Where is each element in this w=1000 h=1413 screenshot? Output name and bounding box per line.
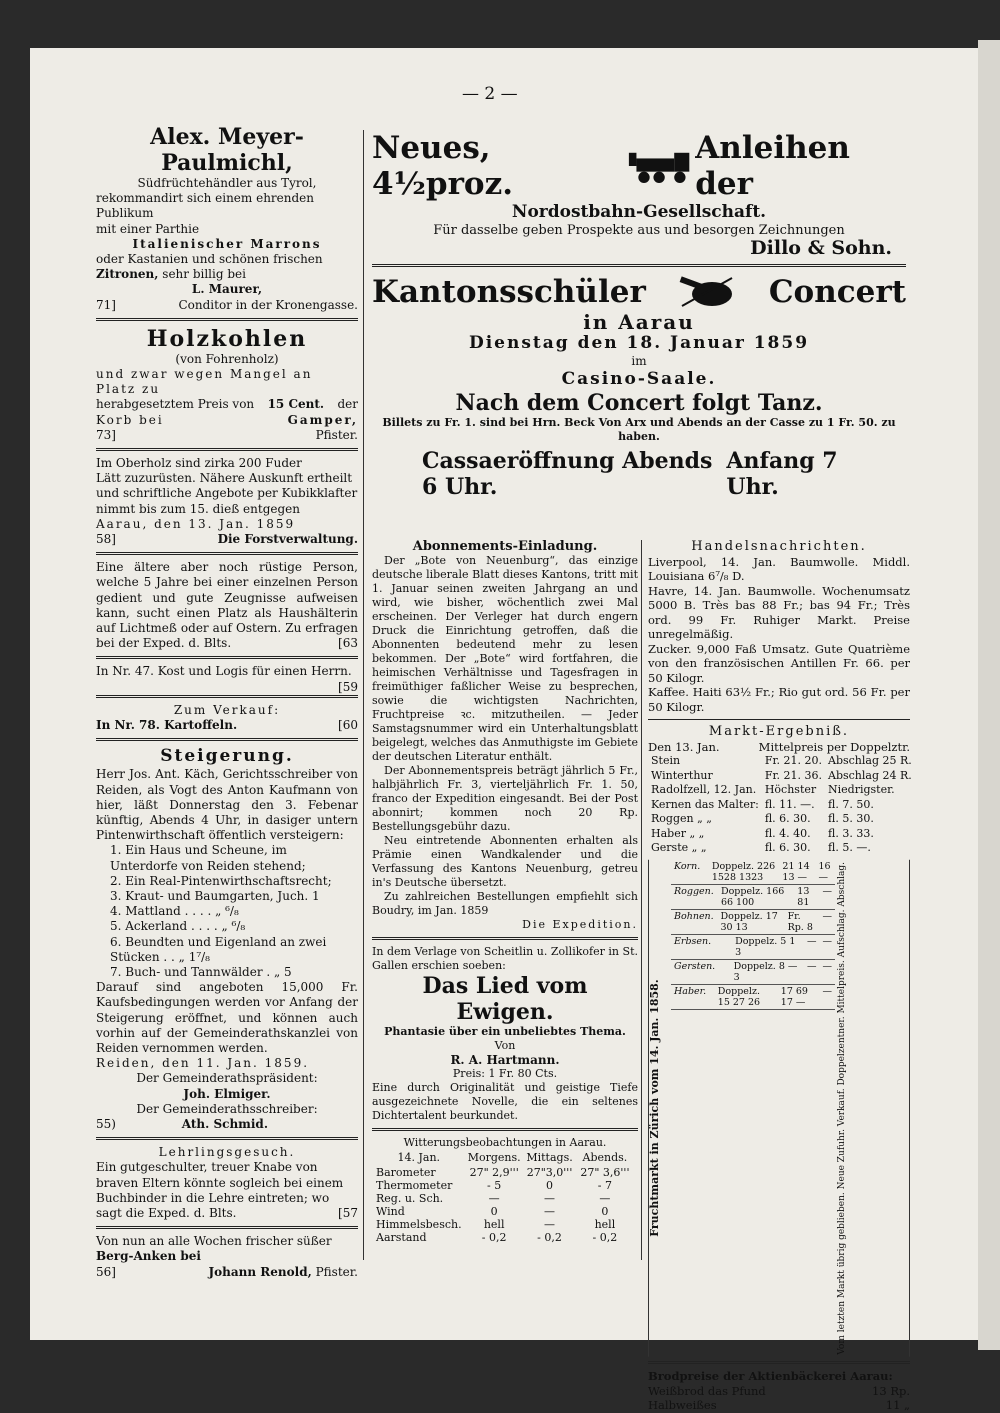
market-cell: fl. 5. —. [828, 841, 871, 854]
ad-lehrling [96, 1145, 358, 1221]
weather-cell: — [488, 1192, 500, 1205]
concert-line: im [631, 354, 647, 369]
market-cell: fl. 4. 40. [764, 826, 811, 840]
ad-line: nimmt bis zum 15. dieß entgegen [96, 501, 300, 516]
middle-left-column [372, 540, 638, 1244]
separator [96, 552, 358, 555]
ad-line: Pfister. [315, 1264, 358, 1279]
table-row [671, 860, 835, 885]
ad-steigerung [96, 746, 358, 1132]
ad-line: Korb bei [96, 412, 164, 427]
loan-title [372, 130, 906, 202]
ad-line: sehr billig bei [162, 267, 246, 282]
fruit-market-cell: 21 14 13 — [782, 860, 810, 883]
fruit-market-cell: — [822, 910, 832, 922]
market-subheading: Mittelpreis per Doppelztr. [758, 739, 910, 754]
auction-item: 1. Ein Haus und Scheune, im Unterdorfe von Reiden stehend; [110, 843, 306, 873]
weather-cell: 0 [601, 1205, 609, 1218]
page-number: — 2 — [462, 84, 518, 104]
loan-signature: Dillo & Sohn. [750, 237, 892, 260]
market-cell: Abschlag 24 R. [828, 768, 912, 782]
weather-col-header: 14. Jan. [397, 1151, 441, 1164]
weather-cell: Wind [376, 1205, 405, 1218]
market-heading: Markt-Ergebniß. [708, 724, 850, 739]
ad-number: 58] [96, 532, 116, 547]
ad-number: 55) [96, 1116, 116, 1131]
market-table [648, 754, 915, 856]
market-cell: fl. 5. 30. [828, 812, 874, 825]
ad-line: Südfrüchtehändler aus Tyrol, [137, 176, 317, 190]
fruit-market-cell: — [807, 960, 817, 972]
trade-text: Liverpool, 14. Jan. Baumwolle. Middl. Louisiana 6⁷/₈ D. [648, 554, 910, 583]
market-cell: fl. 7. 50. [828, 797, 874, 811]
weather-cell: — [599, 1192, 611, 1205]
fruit-market-cell: Gersten. [674, 960, 716, 972]
loan-title-part: Neues, 4½proz. [372, 130, 513, 202]
ad-line: L. Maurer, [191, 282, 263, 297]
weather-cell: Aarstand [376, 1231, 427, 1244]
ad-line: rekommandirt sich einem ehrenden Publikum [96, 191, 314, 221]
book-price: Preis: 1 Fr. 80 Cts. [452, 1067, 558, 1080]
ad-text: Herr Jos. Ant. Käch, Gerichtsschreiber von Reiden, als Vogt des Anton Kaufmann von hier, läßt Donnerstag den 3. Febenar künftig, Abends 4 Uhr, in dasiger untern Pintenwirthschaft öffentlich versteigern: [96, 767, 358, 843]
trade-text: Kaffee. Haiti 63½ Fr.; Rio gut ord. 56 Fr. per 50 Kilogr. [648, 685, 910, 714]
separator [96, 1137, 358, 1140]
auction-item: 5. Ackerland . . . . „ ⁶/₈ [110, 919, 246, 934]
concert-place: in Aarau [583, 310, 695, 335]
ad-heading: Zum Verkauf: [173, 702, 281, 717]
fruit-market-table [648, 860, 910, 1357]
weather-cell: - 7 [597, 1179, 613, 1192]
trade-heading: Handelsnachrichten. [691, 539, 867, 554]
weather-cell: — [544, 1218, 556, 1231]
abo-heading: Abonnements-Einladung. [412, 539, 598, 554]
market-cell: fl. 6. 30. [764, 812, 811, 825]
market-cell: Stein [651, 754, 681, 767]
table-row [671, 910, 835, 935]
table-row [671, 960, 835, 985]
fruit-market-cell: — [807, 935, 817, 947]
ad-signature: Ath. Schmid. [181, 1116, 268, 1131]
fruit-market-cell: Haber. [674, 985, 707, 997]
table-row [648, 798, 915, 813]
table-row [372, 1205, 633, 1218]
table-row [648, 827, 915, 842]
weather-col-header: Abends. [582, 1151, 628, 1164]
market-cell: Höchster [764, 783, 817, 796]
table-row [671, 885, 835, 910]
concert-title-part: Kantonsschüler [372, 274, 646, 311]
bread-price: 11 „ [885, 1398, 910, 1413]
market-cell: fl. 6. 30. [764, 841, 811, 854]
abo-text: Zu zahlreichen Bestellungen empfiehlt sich Boudry, im Jan. 1859 [372, 890, 638, 917]
separator [96, 1226, 358, 1229]
fruit-market-cell: 16 — [818, 860, 831, 883]
fruit-market-cell: — [822, 985, 832, 997]
separator [96, 656, 358, 659]
weather-cell: - 0,2 [481, 1231, 507, 1244]
separator [648, 719, 910, 720]
concert-title [372, 272, 906, 312]
table-row [372, 1179, 633, 1192]
abo-signature: Die Expedition. [522, 918, 638, 931]
fruit-market-cell: — [822, 960, 832, 972]
book-description: Eine durch Originalität und geistige Tiefe ausgezeichnete Novelle, die ein seltenes Dichtertalent beurkundet. [372, 1081, 638, 1122]
market-cell: Radolfzell, 12. Jan. [651, 783, 757, 796]
ad-line: Italienischer Marrons [132, 236, 322, 251]
fruit-market-cell: Doppelz. 5 1 3 [735, 935, 796, 958]
fruit-market-cell: 13 81 [797, 885, 810, 908]
ad-number: [60 [338, 718, 358, 733]
ad-line: und schriftliche Angebote per Kubikklafter [96, 486, 358, 501]
ad-heading: Steigerung. [160, 746, 294, 767]
fruit-market-cell: — [822, 935, 832, 947]
market-cell: fl. 11. —. [764, 797, 815, 811]
trade-text: Havre, 14. Jan. Baumwolle. Wochenumsatz 5000 B. Très bas 88 Fr.; bas 94 Fr.; Très ord. 99 Fr. Ruhiger Markt. Preise unregelmäßig. [648, 583, 910, 641]
ad-line: Der Gemeinderathspräsident: [136, 1071, 318, 1086]
table-row [372, 1231, 633, 1244]
concert-times [422, 448, 866, 500]
weather-col-header: Mittags. [526, 1151, 573, 1164]
ad-text: Darauf sind angeboten 15,000 Fr. Kaufsbedingungen werden vor Anfang der Steigerung eröffnet, und können auch vorhin auf der Gemeinderathskanzlei von Reiden vernommen werden. [96, 980, 358, 1055]
concert-dance: Nach dem Concert folgt Tanz. [455, 390, 823, 417]
weather-cell: 27" 2,9''' [469, 1166, 519, 1179]
loan-company: Nordostbahn-Gesellschaft. [511, 202, 767, 222]
table-row [372, 1166, 633, 1179]
fruit-market-cell: Fr. Rp. 8 [787, 910, 813, 933]
ad-title: Holzkohlen [146, 325, 308, 352]
concert-title-part: Concert [768, 274, 906, 311]
auction-item: 3. Kraut- und Baumgarten, Juch. 1 [110, 888, 320, 903]
ad-text: In Nr. 47. Kost und Logis für einen Herrn. [96, 664, 352, 679]
abo-text: Der Abonnementspreis beträgt jährlich 5 Fr., halbjährlich Fr. 3, vierteljährlich Fr. 1. 50, franco der Expedition eingesandt. Bei der Post abonnirt; kommen noch 20 Rp. Bestellungsgebühr dazu. [372, 764, 638, 833]
weather-col-header: Morgens. [467, 1151, 521, 1164]
weather-cell: — [544, 1192, 556, 1205]
table-row [648, 841, 915, 856]
fruit-market-cell: Doppelz. 226 1528 1323 [711, 860, 776, 883]
market-cell: Fr. 21. 20. [764, 754, 823, 767]
market-date: Den 13. Jan. [648, 739, 720, 754]
ad-line: und zwar wegen Mangel an Platz zu [96, 367, 313, 397]
table-row [372, 1218, 633, 1231]
weather-heading: Witterungsbeobachtungen in Aarau. [403, 1136, 607, 1149]
concert-start: Anfang 7 Uhr. [726, 448, 838, 501]
ad-line: (von Fohrenholz) [175, 351, 279, 366]
weather-cell: hell [594, 1218, 616, 1231]
ad-meyer-paulmichl [96, 124, 358, 313]
ad-line: Berg-Anken bei [96, 1249, 201, 1264]
market-cell: fl. 3. 33. [828, 826, 874, 840]
ad-signature: Johann Renold, [208, 1264, 312, 1279]
fruit-market-cell: Doppelz. 166 66 100 [720, 885, 785, 908]
weather-cell: - 0,2 [537, 1231, 562, 1244]
ad-line: Lätt zuzurüsten. Nähere Auskunft ertheilt [96, 471, 353, 486]
ad-line: Der Gemeinderathsschreiber: [136, 1101, 318, 1116]
weather-cell: Himmelsbesch. [376, 1218, 462, 1231]
weather-cell: hell [483, 1218, 505, 1231]
fruit-market-note: Vom letzten Markt übrig geblieben. Neue Zufuhr. Verkauf. Doppelzentner. Mittelpreis. Aufschlag. Abschlag. [835, 860, 910, 1357]
next-page-edge [978, 40, 1000, 1350]
abo-text: Der „Bote von Neuenburg“, das einzige deutsche liberale Blatt dieses Kantons, tritt mit 1. Januar seinen zweiten Jahrgang an und wird, wie bisher, wöchentlich zwei Mal erscheinen. Der Verleger hat durch engern Druck die Einrichtung getroffen, daß die Abonnenten bedeutend mehr zu lesen bekommen. Der „Bote“ wird fortfahren, die heimischen Verhältnisse und Tagesfragen in freimüthiger faßlicher Weise zu besprechen, sowie die wichtigsten Nachrichten, Fruchtpreise ꝛc. mitzutheilen. — Jeder Samstagsnummer wird ein Unterhaltungsblatt beigelegt, welches das Anmuthigste im Gebiete der deutschen Literatur enthält. [372, 554, 638, 763]
ad-name: Alex. Meyer-Paulmichl, [150, 124, 304, 176]
ad-number: [63 [338, 636, 358, 651]
separator [372, 1128, 638, 1131]
ad-signature: Die Forstverwaltung. [217, 532, 358, 547]
weather-cell: 27"3,0''' [526, 1166, 573, 1179]
fruit-market-cell: — [822, 885, 832, 897]
auction-items [96, 843, 358, 980]
ad-date: Reiden, den 11. Jan. 1859. [96, 1056, 310, 1071]
table-row [648, 783, 915, 798]
ad-line: Pfister. [315, 427, 358, 442]
ad-berg-anken [96, 1234, 358, 1280]
ad-text: Eine ältere aber noch rüstige Person, welche 5 Jahre bei einer einzelnen Person gedient und gute Zeugnisse aufweisen kann, sucht einen Platz als Haushälterin auf Lichtmeß oder auf Ostern. Zu erfragen bei der Exped. d. Blts. [96, 560, 358, 651]
ad-text: In Nr. 78. Kartoffeln. [96, 718, 238, 733]
ad-number: [59 [338, 679, 358, 694]
table-row [648, 754, 915, 769]
table-row [671, 985, 835, 1010]
column-rule-2 [641, 540, 642, 1260]
fruit-market-cell: 17 69 17 — [780, 985, 808, 1008]
separator [96, 738, 358, 741]
fruit-market-label: Fruchtmarkt in Zürich vom 14. Jan. 1858. [648, 860, 671, 1357]
market-cell: Gerste „ „ [651, 841, 707, 854]
ad-verkauf [96, 703, 358, 733]
table-row [372, 1192, 633, 1205]
bread-item: Halbweißes [648, 1398, 717, 1413]
weather-cell: Barometer [376, 1166, 436, 1179]
separator [372, 937, 638, 940]
ad-haushaelterin [96, 560, 358, 651]
concert-tickets: Billets zu Fr. 1. sind bei Hrn. Beck Von Arx und Abends an der Casse zu 1 Fr. 50. zu haben. [382, 416, 896, 444]
concert-venue: Casino-Saale. [561, 369, 717, 390]
ad-line: Im Oberholz sind zirka 200 Fuder [96, 456, 302, 471]
middle-right-column [648, 540, 910, 1413]
auction-item: 7. Buch- und Tannwälder . „ 5 [110, 964, 292, 979]
book-author: R. A. Hartmann. [450, 1053, 560, 1067]
market-cell: Kernen das Malter: [651, 797, 759, 811]
ad-line: 15 Cent. [267, 397, 325, 412]
fruit-market-cell: Doppelz. 15 27 26 [717, 985, 761, 1008]
ad-line: Conditor in der Kronengasse. [178, 297, 358, 312]
ad-signature: Joh. Elmiger. [183, 1086, 271, 1101]
weather-cell: Reg. u. Sch. [376, 1192, 444, 1205]
separator [96, 318, 358, 321]
table-row [648, 769, 915, 784]
concert-date: Dienstag den 18. Januar 1859 [468, 333, 810, 354]
ad-line: der [337, 397, 358, 412]
separator [96, 448, 358, 451]
ad-oberholz [96, 456, 358, 547]
weather-cell: - 0,2 [592, 1231, 618, 1244]
ad-number: 73] [96, 427, 116, 442]
fruit-market-cell: Roggen. [674, 885, 714, 897]
bread-heading: Brodpreise der Aktienbäckerei Aarau: [648, 1369, 893, 1384]
weather-cell: 0 [490, 1205, 498, 1218]
market-cell: Niedrigster. [828, 783, 895, 796]
table-row [648, 812, 915, 827]
market-cell: Haber „ „ [651, 826, 705, 840]
auction-item: 4. Mattland . . . . „ ⁶/₈ [110, 904, 239, 919]
auction-item: 2. Ein Real-Pintenwirthschaftsrecht; [110, 873, 332, 888]
separator [96, 695, 358, 698]
loan-text: Für dasselbe geben Prospekte aus und besorgen Zeichnungen [433, 223, 845, 238]
ad-kost-logis [96, 664, 358, 694]
ad-line: herabgesetztem Preis von [96, 397, 255, 412]
ad-line: Aarau, den 13. Jan. 1859 [96, 516, 296, 531]
separator [648, 1361, 910, 1364]
column-rule [363, 130, 364, 1260]
fruit-market-cell: Bohnen. [674, 910, 714, 922]
market-cell: Roggen „ „ [651, 812, 712, 825]
fruit-market-cell: Korn. [674, 860, 701, 872]
bread-price: 13 Rp. [872, 1383, 910, 1398]
ad-line: Von nun an alle Wochen frischer süßer [96, 1234, 332, 1249]
weather-cell: - 5 [487, 1179, 502, 1192]
weather-cell: Thermometer [376, 1179, 453, 1192]
ad-number: 71] [96, 297, 116, 312]
weather-cell: — [544, 1205, 556, 1218]
weather-table [372, 1150, 633, 1244]
book-line: Von [494, 1039, 516, 1052]
bread-item: Weißbrod das Pfund [648, 1383, 766, 1398]
ad-number: 56] [96, 1264, 116, 1279]
book-text: In dem Verlage von Scheitlin u. Zollikofer in St. Gallen erschien soeben: [372, 945, 638, 972]
left-column [96, 124, 358, 1280]
book-title: Das Lied vom Ewigen. [422, 973, 588, 1025]
ad-line: oder Kastanien und schönen frischen [96, 252, 323, 267]
concert-doors: Cassaeröffnung Abends 6 Uhr. [422, 448, 713, 501]
locomotive-icon [627, 146, 695, 186]
ad-line: Gamper, [287, 412, 358, 427]
market-cell: Fr. 21. 36. [764, 768, 823, 782]
ad-number: [57 [338, 1205, 358, 1220]
trade-text: Zucker. 9,000 Faß Umsatz. Gute Quatrième von den französischen Antillen Fr. 66. per 50 Kilogr. [648, 641, 910, 685]
weather-cell: 0 [546, 1179, 554, 1192]
fruit-market-cell: Doppelz. 17 30 13 [720, 910, 778, 933]
separator [372, 264, 906, 267]
ad-line: Zitronen, [96, 267, 159, 282]
middle-ads [372, 130, 906, 500]
market-cell: Winterthur [651, 768, 713, 782]
auction-item: 6. Beundten und Eigenland an zwei Stücken . . „ 1⁷/₈ [110, 934, 327, 964]
loan-title-part: Anleihen der [695, 130, 850, 202]
book-subtitle: Phantasie über ein unbeliebtes Thema. [384, 1025, 626, 1038]
abo-text: Neu eintretende Abonnenten erhalten als Prämie einen Wandkalender und die Verfassung des Kantons Neuenburg, getreu in's Deutsche übersetzt. [372, 834, 638, 889]
fruit-market-cell: Doppelz. 8 — 3 [733, 960, 798, 983]
ad-text: Ein gutgeschulter, treuer Knabe von braven Eltern könnte sogleich bei einem Buchbinder in die Lehre eintreten; wo sagt die Exped. d. Blts. [96, 1160, 344, 1220]
ad-heading: Lehrlingsgesuch. [158, 1145, 296, 1160]
ad-holzkohlen [96, 326, 358, 443]
ad-line: mit einer Parthie [96, 221, 200, 236]
table-row [671, 935, 835, 960]
fruit-market-cell: Erbsen. [674, 935, 712, 947]
weather-cell: 27" 3,6''' [580, 1166, 630, 1179]
market-cell: Abschlag 25 R. [828, 754, 912, 767]
instrument-icon [676, 272, 738, 312]
